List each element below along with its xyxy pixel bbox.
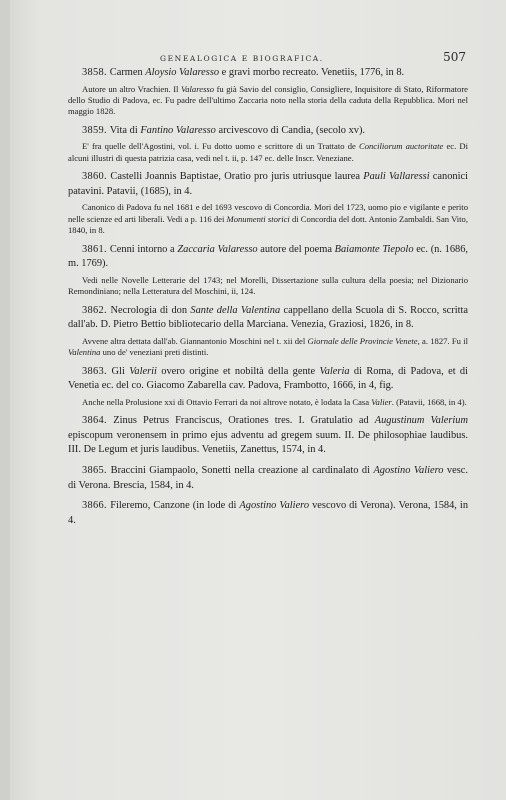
italic-name: Augustinum Valerium: [374, 415, 468, 427]
italic-name: Zaccaria Valaresso: [177, 243, 258, 255]
italic-name: Giornale delle Provincie Venete: [307, 335, 418, 346]
entry-note: Anche nella Prolusione xxi di Ottavio Ferrari da noi altrove notato, è lodata la Casa Valier. (Patavii, 1668, in 4).: [82, 396, 467, 407]
italic-name: Aloysio Valaresso: [145, 67, 220, 78]
entry-note: Avvene altra dettata dall'ab. Giannantonio Moschini nel t. xii del Giornale delle Provincie Venete, a. 1827. Fu il Valentina uno de' veneziani preti distinti.: [68, 335, 468, 358]
italic-name: Agostino Valiero: [373, 465, 444, 476]
bibliography-entry: [68, 170, 468, 236]
italic-name: Conciliorum auctoritate: [358, 141, 444, 152]
bibliography-entry: [68, 499, 468, 528]
bibliography-entry: [68, 66, 468, 118]
bibliography-entry: [68, 304, 468, 359]
entry-number: 3860.: [82, 171, 111, 183]
entry-number: 3863.: [82, 365, 112, 377]
entry-citation: 3863. Gli Valerii overo origine et nobiltà della gente Valeria di Roma, di Padova, et di Venetia ec. del co. Giacomo Zabarella cav. Padova, Frambotto, 1666, in 4, fig.: [68, 365, 469, 392]
entry-citation: 3858. Carmen Aloysio Valaresso e gravi morbo recreato. Venetiis, 1776, in 8.: [82, 67, 405, 78]
entry-citation: 3862. Necrologia di don Sante della Valentina cappellano della Scuola di S. Rocco, scritta dall'ab. D. Pietro Bettio bibliotecario della Marciana. Venezia, Graziosi, 1826, in 8.: [68, 304, 469, 331]
italic-name: Pauli Vallaressi: [363, 171, 430, 183]
book-page: [10, 0, 506, 800]
italic-name: Fantino Valaresso: [140, 124, 216, 136]
running-title: GENEALOGICA E BIOGRAFICA.: [160, 54, 324, 63]
entry-citation: 3859. Vita di Fantino Valaresso arcivescovo di Candia, (secolo xv).: [82, 124, 366, 136]
entry-citation: 3861. Cenni intorno a Zaccaria Valaresso autore del poema Baiamonte Tiepolo ec. (n. 1686, m. 1769).: [68, 243, 469, 270]
italic-name: Valerii: [129, 365, 157, 377]
italic-name: Monumenti storici: [226, 213, 290, 224]
entry-number: 3859.: [82, 124, 110, 136]
entry-citation: 3864. Zinus Petrus Franciscus, Orationes tres. I. Gratulatio ad Augustinum Valerium episcopum veronensem in primo ejus adventu ad gregem suum. II. De philosophiae laudibus. III. De Legum et juris laudibus. Venetiis, Zanettus, 1574, in 4.: [68, 415, 468, 456]
entry-number: 3865.: [82, 465, 111, 476]
entry-note: E' fra quelle dell'Agostini, vol. i. Fu dotto uomo e scrittore di un Trattato de Conciliorum auctoritate ec. Di alcuni illustri di questa patrizia casa, vedi nel t. ii, p. 147 ec. delle Inscr. Veneziane.: [68, 141, 468, 163]
italic-name: Sante della Valentina: [190, 304, 281, 316]
entry-citation: 3865. Braccini Giampaolo, Sonetti nella creazione al cardinalato di Agostino Valiero vesc. di Verona. Brescia, 1584, in 4.: [68, 465, 468, 491]
entry-number: 3861.: [82, 243, 110, 255]
italic-name: Agostino Valiero: [239, 500, 310, 512]
italic-name: Baiamonte Tiepolo: [334, 243, 414, 255]
italic-name: Valeria: [319, 365, 350, 377]
bibliography-entry: [68, 124, 468, 164]
running-header: [100, 50, 466, 64]
bibliography-entries: [68, 66, 468, 534]
entry-note: Vedi nelle Novelle Letterarie del 1743; nel Morelli, Dissertazione sulla cultura della poesia; nel Dizionario Remondiniano; nella Letteratura del Moschini, ii, 124.: [68, 274, 468, 297]
bibliography-entry: [68, 414, 468, 458]
page-number: 507: [443, 50, 466, 64]
entry-citation: 3860. Castelli Joannis Baptistae, Oratio pro juris utriusque laurea Pauli Vallaressi canonici patavini. Patavii, (1685), in 4.: [68, 171, 469, 197]
entry-number: 3864.: [82, 415, 114, 427]
entry-note: Canonico di Padova fu nel 1681 e del 1693 vescovo di Concordia. Mori del 1723, uomo pio e vigilante e perito nelle scienze ed arti liberali. Vedi a p. 116 dei Monumenti storici di Concordia del dott. Antonio Zambaldi. San Vito, 1840, in 8.: [68, 202, 468, 236]
bibliography-entry: [68, 464, 468, 493]
entry-number: 3862.: [82, 304, 111, 316]
entry-number: 3858.: [82, 67, 110, 78]
entry-note: Autore un altro Vrachien. Il Valaresso fu già Savio del consiglio, Consigliere, Inquisitore di Stato, Riformatore dello Studio di Padova, ec. Fu padre dell'ultimo Zaccaria noto nella storia della caduta della Repubblica. Mori nel maggio 1828.: [68, 83, 468, 117]
bibliography-entry: [68, 243, 468, 298]
entry-number: 3866.: [82, 500, 111, 512]
entry-citation: 3866. Fileremo, Canzone (in lode di Agostino Valiero vescovo di Verona). Verona, 1584, in 4.: [68, 500, 469, 526]
italic-name: Valaresso: [180, 83, 215, 94]
bibliography-entry: [68, 365, 468, 409]
italic-name: Valentina: [68, 347, 101, 358]
italic-name: Valier: [371, 396, 392, 407]
